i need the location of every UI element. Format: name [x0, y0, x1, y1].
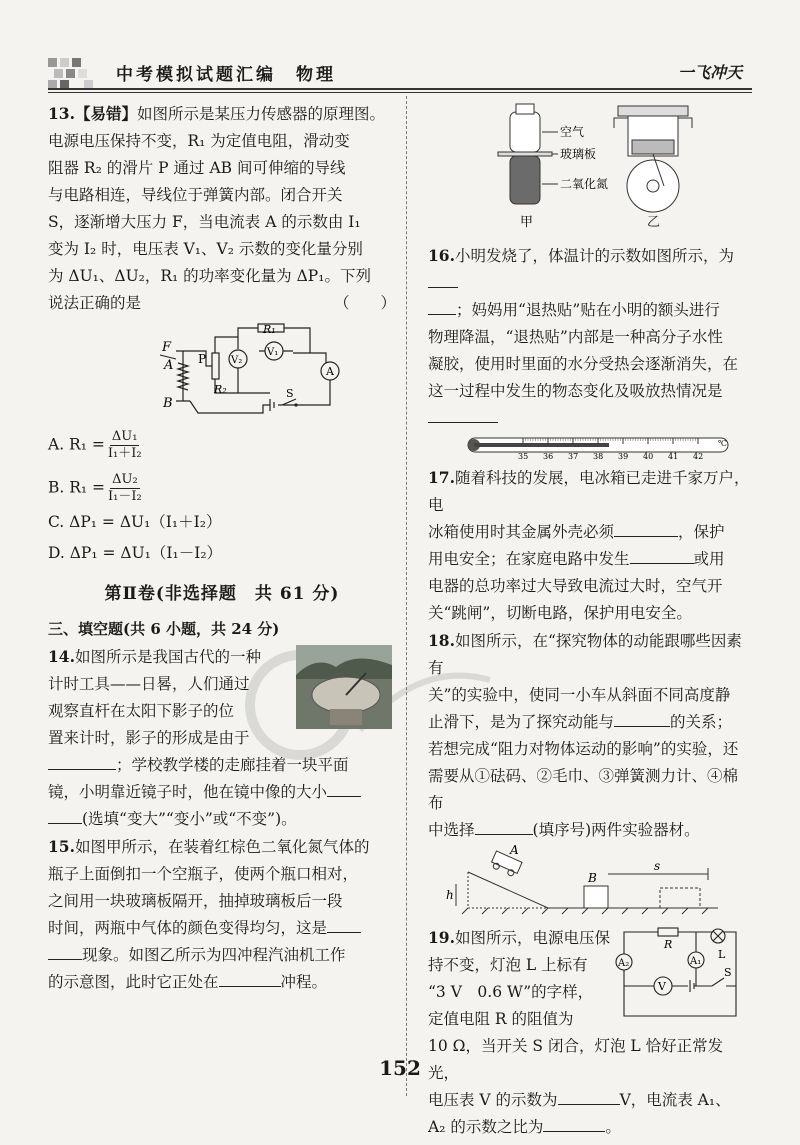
label-no2: 二氧化氮: [560, 177, 609, 191]
thermometer-tick-label: 39: [618, 452, 629, 460]
q16-line: 这一过程中发生的物态变化及吸放热情况是: [428, 382, 723, 400]
q19-line: 10 Ω，当开关 S 闭合，灯泡 L 恰好正常发光，: [428, 1037, 724, 1082]
q13-line: 电源电压保持不变，R₁ 为定值电阻，滑动变: [48, 132, 350, 150]
answer-blank[interactable]: [614, 536, 678, 537]
section-iii-heading: 三、填空题(共 6 小题，共 24 分): [48, 620, 280, 638]
label-height-h: h: [446, 888, 454, 902]
answer-blank[interactable]: [327, 796, 361, 797]
q13-line: 为 ΔU₁、ΔU₂，R₁ 的功率变化量为 ΔP₁。下列: [48, 267, 371, 285]
q18-line: 若想完成“阻力对物体运动的影响”的实验，还: [428, 740, 739, 758]
question-number: 17.: [428, 468, 455, 487]
label-B: B: [163, 396, 173, 411]
q14-line: ；学校教学楼的走廊挂着一块平面: [116, 756, 349, 774]
q13-line: 与电路相连，导线位于弹簧内部。闭合开关: [48, 186, 343, 204]
incline-cart-figure: [428, 844, 750, 920]
q18-line: (填序号)两件实验器材。: [532, 821, 700, 839]
left-column: [48, 100, 396, 996]
thermometer-tick-label: 41: [668, 452, 679, 460]
q13-line: 变为 I₂ 时，电压表 V₁、V₂ 示数的变化量分别: [48, 240, 363, 258]
question-19: [428, 924, 750, 1141]
label-R1: R₁: [263, 323, 276, 336]
question-number: 19.: [428, 928, 455, 947]
q19-line: “3 V 0.6 W”的字样，: [428, 983, 594, 1001]
q13-line: 阻器 R₂ 的滑片 P 通过 AB 间可伸缩的导线: [48, 159, 346, 177]
question-number: 14.: [48, 647, 75, 666]
q15-line: 冲程。: [280, 973, 328, 991]
thermometer-tick-label: 38: [593, 452, 604, 460]
column-divider: [406, 96, 407, 1096]
q17-line: 冰箱使用时其金属外壳必须: [428, 523, 615, 541]
page-number: 152: [379, 1056, 421, 1080]
question-15: [48, 833, 396, 996]
question-number: 18.: [428, 631, 455, 650]
thermometer-tick-label: 35: [518, 452, 529, 460]
q19-line: 持不变，灯泡 L 上标有: [428, 956, 588, 974]
q17-line: 关“跳闸”，切断电路，保护用电安全。: [428, 604, 692, 622]
q14-line: 如图所示是我国古代的一种: [74, 648, 261, 666]
answer-blank[interactable]: [428, 287, 458, 288]
label-P: P: [198, 352, 207, 366]
answer-blank[interactable]: [428, 314, 456, 315]
right-column: [428, 100, 750, 1141]
thermometer-tick-label: 42: [693, 452, 704, 460]
label-R: R: [664, 938, 673, 951]
q19-line: 电压表 V 的示数为: [428, 1091, 558, 1109]
thermometer-tick-label: 36: [543, 452, 554, 460]
figure-yi-engine: [614, 106, 692, 230]
q15-line: 瓶子上面倒扣一个空瓶子，使两个瓶口相对，: [48, 865, 359, 883]
q17-line: 电器的总功率过大导致电流过大时，空气开: [428, 577, 723, 595]
header-rule-thin: [48, 92, 752, 93]
q19-line: 定值电阻 R 的阻值为: [428, 1010, 574, 1028]
question-13: [48, 100, 396, 567]
label-yi: 乙: [647, 215, 661, 230]
lamp-circuit-figure: [614, 924, 750, 1022]
answer-blank[interactable]: [48, 823, 82, 824]
label-V1: V₁: [267, 347, 279, 358]
label-R2: R₂: [214, 383, 227, 396]
q15-line: 的示意图，此时它正处在: [48, 973, 219, 991]
label-ammeter: A: [326, 365, 334, 378]
answer-blank[interactable]: [48, 769, 116, 770]
label-S: S: [724, 966, 732, 979]
answer-blank[interactable]: [543, 1131, 605, 1132]
option-d: D. ΔP₁ = ΔU₁（I₁－I₂）: [48, 544, 223, 562]
q19-line: 如图所示，电源电压保: [454, 929, 610, 947]
label-cart-A: A: [510, 844, 519, 857]
label-block-B: B: [588, 871, 597, 885]
answer-bracket: （ ）: [333, 294, 396, 312]
q17-line: 随着科技的发展，电冰箱已走进千家万户，电: [428, 469, 750, 514]
option-b: [48, 472, 396, 505]
answer-blank[interactable]: [475, 834, 533, 835]
label-A2: A₂: [618, 958, 630, 969]
question-14: [48, 643, 396, 833]
header-rule: [48, 88, 752, 90]
q14-line: (选填“变大”“变小”或“不变”)。: [82, 810, 297, 828]
question-tag: 【易错】: [74, 104, 137, 123]
label-S: S: [286, 387, 294, 400]
q15-line: 之间用一块玻璃板隔开，抽掉玻璃板后一段: [48, 892, 343, 910]
answer-blank[interactable]: [428, 422, 498, 423]
option-c: C. ΔP₁ = ΔU₁（I₁＋I₂）: [48, 513, 222, 531]
q19-line: V，电流表 A₁、: [619, 1091, 731, 1109]
question-17: [428, 464, 750, 627]
answer-blank[interactable]: [558, 1104, 620, 1105]
q16-line: 凝胶，使用时里面的水分受热会逐渐消失，在: [428, 355, 739, 373]
answer-blank[interactable]: [48, 959, 82, 960]
option-a: [48, 429, 396, 462]
q13-line: 说法正确的是: [48, 294, 142, 312]
thermometer-tick-label: 37: [568, 452, 579, 460]
label-L: L: [718, 948, 726, 961]
denominator: I₁－I₂: [108, 489, 142, 504]
q16-line: ；妈妈用“退热贴”贴在小明的额头进行: [456, 301, 720, 319]
q13-line: S，逐渐增大压力 F，当电流表 A 的示数由 I₁: [48, 213, 361, 231]
q17-line: 用电安全；在家庭电路中发生: [428, 550, 630, 568]
thermometer-tick-label: 40: [643, 452, 654, 460]
label-V: V: [658, 980, 666, 993]
answer-blank[interactable]: [327, 932, 361, 933]
q18-line: 的关系；: [670, 713, 733, 731]
label-glass-plate: 玻璃板: [560, 147, 597, 161]
answer-blank[interactable]: [219, 986, 281, 987]
figure-jia-bottles: [498, 104, 608, 230]
label-A1: A₁: [690, 956, 702, 967]
label-V2: V₂: [231, 355, 243, 366]
question-16: [428, 242, 750, 460]
fraction: [108, 472, 142, 505]
answer-blank[interactable]: [614, 726, 670, 727]
q14-line: 观察直杆在太阳下影子的位: [48, 702, 235, 720]
q18-line: 关”的实验中，使同一小车从斜面不同高度静: [428, 686, 731, 704]
fraction: [108, 429, 142, 462]
section-ii-heading: 第Ⅱ卷(非选择题 共 61 分): [104, 584, 340, 604]
label-jia: 甲: [520, 215, 534, 230]
q17-line: 或用: [693, 550, 725, 568]
answer-blank[interactable]: [630, 563, 694, 564]
denominator: I₁＋I₂: [107, 446, 142, 461]
q18-line: 需要从①砝码、②毛巾、③弹簧测力计、④棉布: [428, 767, 739, 812]
label-distance-s: s: [654, 859, 661, 873]
q18-line: 止滑下，是为了探究动能与: [428, 713, 615, 731]
question-number: 16.: [428, 246, 455, 265]
question-number: 13.: [48, 104, 75, 123]
question-18: [428, 627, 750, 920]
q18-line: 如图所示，在“探究物体的动能跟哪些因素有: [428, 632, 742, 677]
label-air: 空气: [560, 125, 585, 139]
q19-line: 。: [605, 1118, 621, 1136]
label-A: A: [164, 358, 174, 373]
thermometer-unit: ℃: [718, 439, 727, 448]
q15-line: 时间，两瓶中气体的颜色变得均匀，这是: [48, 919, 328, 937]
option-b-prefix: B. R₁ =: [48, 478, 106, 497]
numerator: ΔU₁: [111, 429, 138, 444]
q14-line: 计时工具——日晷，人们通过: [48, 675, 250, 693]
q13-line: 如图所示是某压力传感器的原理图。: [136, 105, 385, 123]
q17-line: ，保护: [678, 523, 725, 541]
q16-line: 物理降温，“退热贴”内部是一种高分子水性: [428, 328, 723, 346]
q18-line: 中选择: [428, 821, 475, 839]
header-brand: 一飞冲天: [677, 63, 742, 82]
label-F: F: [162, 340, 172, 355]
q15-line: 如图甲所示，在装着红棕色二氧化氮气体的: [74, 838, 370, 856]
numerator: ΔU₂: [112, 472, 138, 487]
q14-line: 置来计时，影子的形成是由于: [48, 729, 250, 747]
q14-line: 镜，小明靠近镜子时，他在镜中像的大小: [48, 783, 328, 801]
question-number: 15.: [48, 837, 75, 856]
q15-figure: [428, 100, 750, 238]
header-title: 中考模拟试题汇编 物理: [116, 65, 336, 85]
q19-line: A₂ 的示数之比为: [428, 1118, 544, 1136]
clinical-thermometer: [428, 432, 750, 460]
sundial-photo: [296, 645, 392, 729]
header-decoration: [48, 58, 100, 88]
q16-line: 小明发烧了，体温计的示数如图所示，为: [454, 247, 734, 265]
pressure-sensor-circuit-figure: [48, 323, 396, 423]
option-a-prefix: A. R₁ =: [48, 435, 105, 454]
q15-line: 现象。如图乙所示为四冲程汽油机工作: [82, 946, 346, 964]
